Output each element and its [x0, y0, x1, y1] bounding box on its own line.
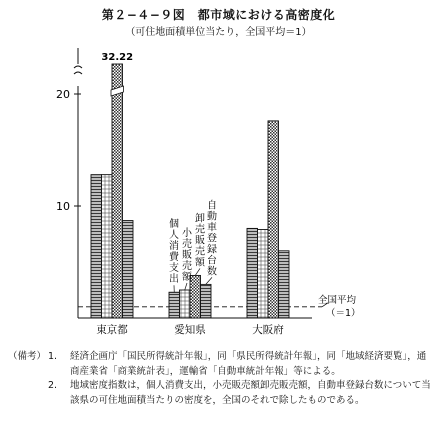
note-item-1 [8, 350, 432, 379]
series-leader [206, 277, 212, 284]
note-number: 1. [48, 351, 58, 362]
y-tick-label: 10 [56, 200, 70, 213]
chart-title: 第２−４−９図 都市域における高密度化 [101, 8, 336, 22]
note-text: 経済企画庁「国民所得統計年報」，同「県民所得統計年報」，同「地域経済要覧」，通商産業省「商業統計表」，運輸省「自動車統計年報」等による。 [70, 351, 427, 377]
bar [247, 228, 258, 318]
bar [180, 290, 191, 318]
chart-subtitle: （可住地面積単位当たり，全国平均＝1） [125, 27, 312, 38]
series-leader [185, 283, 187, 290]
bar [258, 230, 269, 318]
reference-label: 全国平均 [318, 294, 357, 306]
category-label: 大阪府 [252, 324, 284, 336]
bar [102, 175, 113, 318]
bar [268, 121, 279, 318]
bar [91, 175, 102, 318]
notes [8, 350, 432, 408]
series-leader [195, 268, 200, 275]
note-text: 地域密度指数は，個人消費支出，小売販売額卸売販売額，自動車登録台数について当該県の可住地面積当たりの密度を，全国のそれで除したものである。 [70, 380, 431, 406]
note-number: 2. [48, 380, 58, 391]
notes-head: （備考） [8, 351, 47, 362]
series-label: 個人消費支出 [169, 219, 179, 286]
bar [169, 292, 180, 318]
series-label: 小売販売額 [182, 228, 192, 283]
category-label: 愛知県 [174, 324, 206, 336]
note-item-2 [8, 379, 432, 408]
bar [112, 64, 123, 318]
bar [279, 251, 290, 318]
bar [201, 284, 212, 318]
y-tick-label: 20 [56, 88, 70, 101]
bar [123, 221, 134, 318]
reference-label-value: （＝1） [326, 307, 361, 319]
axis-break-mark [74, 66, 82, 74]
series-label: 卸売販売額 [195, 213, 205, 269]
data-label: 32.22 [101, 52, 134, 63]
series-label: 自動車登録台数 [207, 200, 217, 278]
category-label: 東京都 [96, 324, 128, 336]
